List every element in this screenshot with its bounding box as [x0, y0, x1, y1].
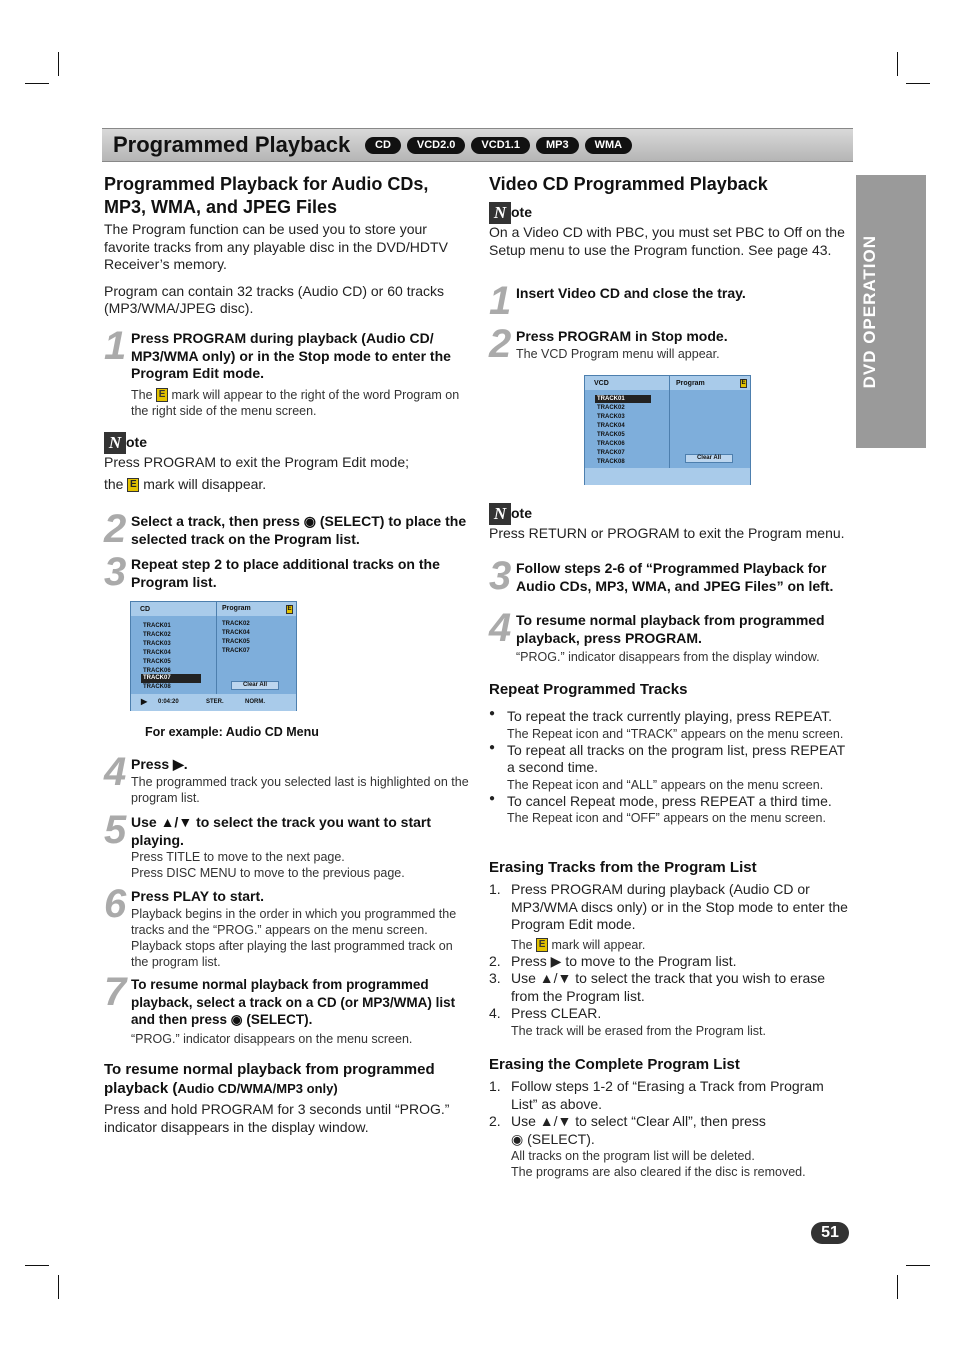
crop-mark: [906, 83, 930, 84]
intro-paragraph-1: The Program function can be used you to store your favorite tracks from any playable disc in the DVD/HDTV Receiver’s memory.: [104, 221, 448, 272]
step-note: “PROG.” indicator disappears on the menu screen.: [131, 1031, 413, 1046]
step-number: 1: [104, 324, 127, 368]
list-item: 2. Use ▲/▼ to select “Clear All”, then press ◉ (SELECT).: [489, 1113, 766, 1147]
menu-header: [585, 376, 750, 390]
page-title: Programmed Playback: [113, 132, 351, 157]
step-note: “PROG.” indicator disappears from the display window.: [516, 650, 820, 664]
step-note-text: mark will appear to the right of the word Program on the right side of the menu screen.: [131, 387, 460, 418]
list-item: [489, 742, 851, 793]
step-text: Follow steps 2-6 of “Programmed Playback for Audio CDs, MP3, WMA, and JPEG Files” on left.: [516, 560, 834, 594]
crop-mark: [25, 83, 49, 84]
side-tab-label: DVD OPERATION: [860, 235, 879, 389]
menu-status-bar: [585, 468, 750, 485]
list-item-text: Press ▶ to move to the Program list.: [511, 952, 737, 969]
left-note: [104, 432, 469, 493]
list-item-note: The Repeat icon and “ALL” appears on the menu screen.: [507, 777, 824, 792]
side-tab: [856, 175, 926, 448]
note-text: On a Video CD with PBC, you must set PBC to Off on the Setup menu to use the Program function. See page 43.: [489, 224, 845, 258]
step-note: Press DISC MENU to move to the previous page.: [131, 866, 405, 880]
step-text: Press PROGRAM during playback (Audio CD/ MP3/WMA only) or in the Stop mode to enter the Program Edit mode.: [131, 330, 451, 381]
note-label: ote: [511, 204, 532, 221]
crop-mark: [897, 1275, 898, 1299]
program-item: TRACK04: [222, 630, 250, 636]
list-item-note: [489, 937, 851, 953]
program-item: TRACK07: [222, 648, 250, 654]
step-note-text: The: [131, 387, 153, 402]
step-note: The programmed track you selected last is highlighted on the program list.: [131, 774, 469, 805]
select-icon: ◉: [511, 1130, 524, 1147]
badge-mp3: MP3: [536, 137, 579, 154]
track-item: TRACK08: [143, 684, 171, 690]
e-mark-icon: E: [536, 938, 548, 952]
clear-all-button: Clear All: [231, 681, 279, 690]
resume-heading-text: Audio CD/WMA/MP3 only): [177, 1081, 338, 1096]
step-text: Press PLAY to start.: [131, 888, 265, 904]
stereo-label: STER.: [206, 699, 224, 705]
e-mark-icon: [286, 605, 293, 614]
track-item: TRACK08: [597, 459, 625, 465]
menu-divider: [216, 602, 217, 694]
step-number: 4: [104, 750, 127, 794]
e-mark-icon: [740, 379, 747, 388]
badge-cd: CD: [365, 137, 401, 154]
time-readout: 0:04:20: [158, 699, 179, 705]
menu-header: [131, 602, 296, 616]
page-number: 51: [811, 1222, 849, 1244]
play-icon: ▶: [141, 697, 148, 706]
track-item: TRACK03: [143, 641, 171, 647]
list-item-text: Use ▲/▼ to select “Clear All”, then press: [511, 1113, 766, 1129]
erase-heading: Erasing Tracks from the Program List: [489, 859, 757, 876]
badge-wma: WMA: [585, 137, 633, 154]
resume-heading: [104, 1060, 469, 1098]
crop-mark: [58, 52, 59, 76]
track-item: TRACK02: [597, 405, 625, 411]
note-icon: N: [489, 503, 511, 525]
menu-left-header: VCD: [594, 380, 609, 387]
step-note: Playback begins in the order in which you programmed the tracks and the “PROG.” appears on the menu screen. Playback stops after playing the last programmed track on the program list.: [131, 906, 457, 969]
note-text: mark will appear.: [551, 937, 646, 952]
step-text: To resume normal playback from programmed playback, press PROGRAM.: [516, 612, 825, 646]
menu-right-header: Program: [676, 380, 705, 387]
erase-all-heading: Erasing the Complete Program List: [489, 1056, 740, 1073]
select-icon: ◉: [230, 1012, 243, 1027]
track-item: TRACK05: [597, 432, 625, 438]
step-number: 2: [489, 322, 512, 366]
erase-section: [489, 859, 851, 1039]
resume-paragraph: Press and hold PROGRAM for 3 seconds until “PROG.” indicator disappears in the display window.: [104, 1101, 450, 1135]
e-mark-label: E: [287, 606, 292, 612]
list-item-text: ● To cancel Repeat mode, press REPEAT a third time.: [507, 792, 832, 809]
crop-mark: [25, 1265, 49, 1266]
step-note: The VCD Program menu will appear.: [516, 346, 720, 361]
track-item: TRACK03: [597, 414, 625, 420]
step-text: Use ▲/▼ to select the track you want to start playing.: [131, 814, 432, 848]
step-number: 2: [104, 507, 127, 551]
note-text: the: [104, 475, 124, 492]
step-number: 6: [104, 882, 127, 926]
step-text-part: To resume normal playback from programmed playback, select a track on a CD (or MP3/WMA) list and then press: [131, 977, 456, 1027]
track-item: TRACK04: [597, 423, 625, 429]
list-item-text: Use ▲/▼ to select the track that you wish to erase from the Program list.: [511, 970, 826, 1004]
step-note: Press TITLE to move to the next page.: [131, 850, 345, 864]
intro-paragraph-2: Program can contain 32 tracks (Audio CD) or 60 tracks (MP3/WMA/JPEG disc).: [104, 282, 445, 316]
select-icon: ◉: [303, 513, 316, 529]
badge-vcd11: VCD1.1: [471, 137, 530, 154]
step-number: 5: [104, 808, 127, 852]
list-item: 2. Press ▶ to move to the Program list.: [489, 952, 737, 969]
list-item-text: ● To repeat all tracks on the program list, press REPEAT a second time.: [507, 741, 845, 775]
section-header: [102, 128, 853, 162]
note-text: The: [511, 937, 533, 952]
step-text: Press PROGRAM in Stop mode.: [516, 328, 728, 344]
step-text: [131, 513, 469, 548]
track-item: TRACK05: [143, 659, 171, 665]
list-item-text: Press PROGRAM during playback (Audio CD or MP3/WMA discs only) or in the Stop mode to enter the Program Edit mode.: [511, 881, 848, 932]
step-note: [131, 387, 469, 419]
track-item: TRACK01: [143, 623, 171, 629]
e-mark-icon: E: [156, 388, 168, 402]
list-item-note: The track will be erased from the Program list.: [511, 1023, 766, 1038]
list-item-text: Press CLEAR.: [511, 1005, 602, 1021]
resume-heading-text: To resume normal playback from programmed playback (: [104, 1061, 435, 1097]
disc-badges: [365, 137, 632, 154]
note-text-1: Press PROGRAM to exit the Program Edit mode;: [104, 454, 409, 470]
track-item-selected: TRACK01: [597, 396, 625, 402]
step-number: 3: [104, 550, 127, 594]
repeat-heading: Repeat Programmed Tracks: [489, 681, 688, 698]
list-item: 1. Follow steps 1-2 of “Erasing a Track from Program List” as above.: [489, 1078, 824, 1112]
step-text: Repeat step 2 to place additional tracks on the Program list.: [131, 556, 440, 590]
menu-divider: [669, 376, 670, 468]
track-item: TRACK06: [143, 668, 171, 674]
list-item: [489, 708, 851, 742]
crop-mark: [906, 1265, 930, 1266]
resume-section: [104, 1060, 469, 1136]
list-item-note: All tracks on the program list will be deleted.: [511, 1149, 755, 1163]
list-item: 4. Press CLEAR.: [489, 1005, 602, 1021]
track-item: TRACK04: [143, 650, 171, 656]
step-text-part: (SELECT).: [246, 1012, 313, 1027]
track-item: TRACK02: [143, 632, 171, 638]
clear-all-button: Clear All: [685, 454, 733, 463]
list-item-text: ● To repeat the track currently playing, press REPEAT.: [507, 708, 832, 724]
note-text-2: [104, 476, 469, 494]
badge-vcd20: VCD2.0: [407, 137, 466, 154]
repeat-list: [489, 708, 851, 826]
e-mark-label: E: [741, 380, 746, 386]
note-label: ote: [126, 434, 147, 451]
step-number: 3: [489, 554, 512, 598]
right-heading: Video CD Programmed Playback: [489, 174, 768, 194]
vcd-menu: [584, 375, 751, 485]
list-item-text: Follow steps 1-2 of “Erasing a Track from Program List” as above.: [511, 1078, 824, 1112]
menu-caption: For example: Audio CD Menu: [145, 725, 319, 739]
note-text: mark will disappear.: [143, 475, 267, 492]
track-item: TRACK07: [597, 450, 625, 456]
list-item: 1. Press PROGRAM during playback (Audio CD or MP3/WMA discs only) or in the Stop mode to enter the Program Edit mode.: [489, 881, 848, 932]
menu-right-header: Program: [222, 605, 251, 612]
list-item-note: The Repeat icon and “OFF” appears on the menu screen.: [507, 811, 826, 825]
e-mark-icon: E: [127, 478, 139, 492]
note-text: Press RETURN or PROGRAM to exit the Program menu.: [489, 525, 845, 541]
note-label: ote: [511, 505, 532, 522]
list-item: [489, 793, 851, 827]
left-heading: Programmed Playback for Audio CDs, MP3, WMA, and JPEG Files: [104, 174, 429, 217]
list-item-note: The Repeat icon and “TRACK” appears on the menu screen.: [507, 726, 844, 741]
erase-all-section: [489, 1056, 851, 1180]
right-note-2: [489, 503, 851, 543]
note-icon: N: [104, 432, 126, 454]
crop-mark: [58, 1275, 59, 1299]
list-item-text: (SELECT).: [527, 1130, 595, 1147]
step-text: Press ▶.: [131, 756, 188, 772]
step-number: 7: [104, 970, 127, 1014]
left-column: [104, 173, 469, 318]
crop-mark: [897, 52, 898, 76]
step-text: Insert Video CD and close the tray.: [516, 285, 746, 301]
list-item: 3. Use ▲/▼ to select the track that you wish to erase from the Program list.: [489, 970, 826, 1004]
track-item: TRACK06: [597, 441, 625, 447]
step-number: 1: [489, 279, 512, 323]
program-item: TRACK05: [222, 639, 250, 645]
right-column: [489, 173, 851, 259]
track-item-selected: TRACK07: [143, 675, 171, 681]
audio-cd-menu: [130, 601, 297, 711]
repeat-section: [489, 681, 851, 826]
note-icon: N: [489, 202, 511, 224]
step-number: 4: [489, 606, 512, 650]
step-text-part: (SELECT) to place the selected track on the Program list.: [131, 513, 467, 547]
norm-label: NORM.: [245, 699, 265, 705]
list-item-note: The programs are also cleared if the disc is removed.: [511, 1165, 806, 1179]
menu-left-header: CD: [140, 606, 151, 613]
step-text: [131, 976, 469, 1029]
program-item: TRACK02: [222, 621, 250, 627]
step-text-part: Select a track, then press: [131, 513, 300, 529]
